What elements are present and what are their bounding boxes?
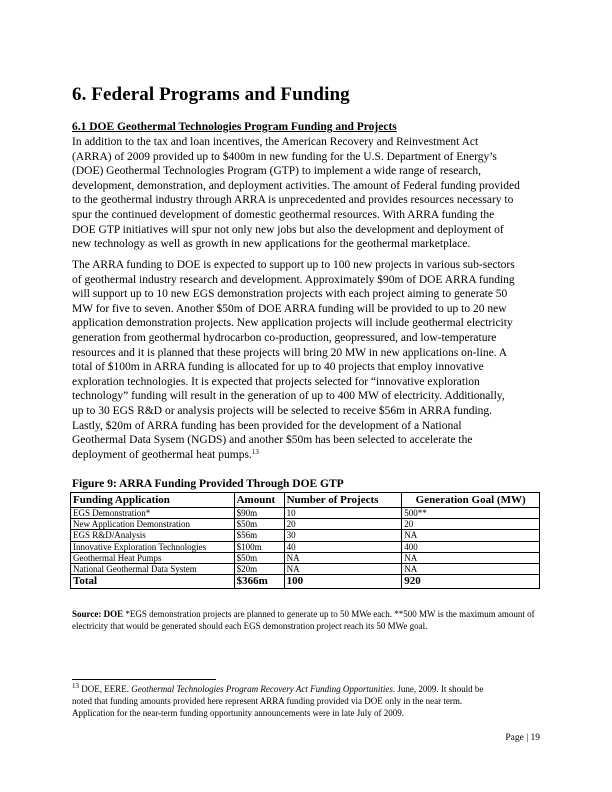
cell-amount: $20m	[234, 564, 284, 575]
footnote-line	[72, 683, 542, 695]
cell-amount: $90m	[234, 508, 284, 519]
text-line: spur the continued development of domestic geothermal resources. With ARRA funding the	[72, 208, 495, 221]
table-row	[71, 552, 540, 563]
footnote-number: 13	[72, 682, 79, 690]
text-line: up to 30 EGS R&D or analysis projects will be selected to receive $56m in ARRA funding.	[72, 404, 493, 417]
text-line: to the geothermal industry through ARRA is unprecedented and provides resources necessary to	[72, 194, 514, 207]
text-line: total of $100m in ARRA funding is allocated for up to 40 projects that employ innovative	[72, 361, 484, 374]
table-row	[71, 530, 540, 541]
text-line	[72, 448, 542, 463]
cell-amount: $50m	[234, 519, 284, 530]
text-line: In addition to the tax and loan incentives, the American Recovery and Reinvestment Act	[72, 136, 479, 148]
footnote-line1-rest: . June, 2009. It should be	[392, 684, 484, 694]
text-line: exploration technologies. It is expected that projects selected for “innovative exploration	[72, 375, 480, 388]
cell-application: New Application Demonstration	[71, 519, 235, 530]
text-line: (DOE) Geothermal Technologies Program (GTP) to implement a wide range of research,	[72, 165, 482, 178]
text-line: DOE GTP initiatives will spur not only new jobs but also the development and deployment of	[72, 223, 504, 236]
section-title: 6. Federal Programs and Funding	[72, 84, 350, 105]
total-goal: 920	[402, 575, 540, 589]
text-line: development, demonstration, and deployment activities. The amount of Federal funding provided	[72, 179, 520, 192]
footnote-reference[interactable]: 13	[251, 447, 259, 456]
text-line: of geothermal industry research and development. Approximately $90m of DOE ARRA funding	[72, 273, 515, 286]
total-amount: $366m	[234, 575, 284, 589]
cell-goal: NA	[402, 564, 540, 575]
cell-goal: 400	[402, 541, 540, 552]
text-line: Geothermal Data Sysem (NGDS) and another $50m has been selected to accelerate the	[72, 434, 473, 447]
cell-projects: NA	[284, 564, 402, 575]
page-number: Page | 19	[505, 733, 540, 743]
cell-application: Innovative Exploration Technologies	[71, 541, 235, 552]
source-text: *EGS demonstration projects are planned to generate up to 50 MWe each. **500 MW is the maximum amount of electricity that would be generated should each EGS demonstration project reach its 50 MWe goal.	[72, 609, 535, 632]
cell-projects: 30	[284, 530, 402, 541]
cell-projects: 40	[284, 541, 402, 552]
footnote-title: Geothermal Technologies Program Recovery Act Funding Opportunities	[131, 684, 393, 694]
cell-goal: NA	[402, 552, 540, 563]
text-line: resources and it is planned that these projects will bring 20 MW in new applications on-line. A	[72, 346, 508, 359]
cell-amount: $56m	[234, 530, 284, 541]
cell-projects: 10	[284, 508, 402, 519]
footnote-divider	[72, 679, 216, 680]
footnote-line: Application for the near-term funding opportunity announcements were in late July of 2009.	[72, 708, 404, 719]
text-line: Lastly, $20m of ARRA funding has been provided for the development of a National	[72, 419, 462, 432]
table-row	[71, 519, 540, 530]
text-line: MW for five to seven. Another $50m of DOE ARRA funding will be provided to up to 20 new	[72, 302, 507, 315]
cell-goal: 500**	[402, 508, 540, 519]
text-line: new technology as well as growth in new applications for the geothermal marketplace.	[72, 238, 471, 251]
cell-application: EGS Demonstration*	[71, 508, 235, 519]
cell-application: National Geothermal Data System	[71, 564, 235, 575]
cell-projects: NA	[284, 552, 402, 563]
text-line: technology” funding will result in the generation of up to 400 MW of electricity. Additionally,	[72, 390, 505, 403]
table-header-row	[71, 493, 540, 508]
total-projects: 100	[284, 575, 402, 589]
text-line: application demonstration projects. New application projects will include geothermal electricity	[72, 317, 513, 330]
header-funding-application: Funding Application	[71, 493, 235, 508]
cell-application: Geothermal Heat Pumps	[71, 552, 235, 563]
footnote-prefix: DOE, EERE.	[79, 684, 132, 694]
table-row	[71, 564, 540, 575]
text-line: generation from geothermal hydrocarbon co-production, geopressured, and low-temperature	[72, 331, 497, 344]
figure-caption: Figure 9: ARRA Funding Provided Through DOE GTP	[72, 478, 344, 490]
table-row	[71, 541, 540, 552]
header-number-of-projects: Number of Projects	[284, 493, 402, 508]
text-line-content: deployment of geothermal heat pumps.	[72, 448, 252, 461]
header-amount: Amount	[234, 493, 284, 508]
cell-projects: 20	[284, 519, 402, 530]
funding-table	[70, 492, 540, 589]
paragraph-intro	[72, 135, 542, 252]
table-source-note	[72, 608, 542, 632]
text-line: The ARRA funding to DOE is expected to support up to 100 new projects in various sub-sectors	[72, 259, 515, 271]
paragraph-arra-funding	[72, 258, 542, 462]
table-row	[71, 508, 540, 519]
cell-goal: NA	[402, 530, 540, 541]
cell-amount: $100m	[234, 541, 284, 552]
footnote	[72, 683, 542, 720]
source-label: Source: DOE	[72, 609, 124, 619]
subsection-title: 6.1 DOE Geothermal Technologies Program Funding and Projects	[72, 121, 397, 133]
table-total-row	[71, 575, 540, 589]
total-label: Total	[71, 575, 235, 589]
footnote-line: noted that funding amounts provided here represent ARRA funding provided via DOE only in the near term.	[72, 696, 463, 707]
header-generation-goal: Generation Goal (MW)	[402, 493, 540, 508]
cell-amount: $50m	[234, 552, 284, 563]
cell-goal: 20	[402, 519, 540, 530]
cell-application: EGS R&D/Analysis	[71, 530, 235, 541]
text-line: will support up to 10 new EGS demonstration projects with each project aiming to generate 50	[72, 288, 508, 301]
text-line: (ARRA) of 2009 provided up to $400m in new funding for the U.S. Department of Energy’s	[72, 150, 497, 163]
